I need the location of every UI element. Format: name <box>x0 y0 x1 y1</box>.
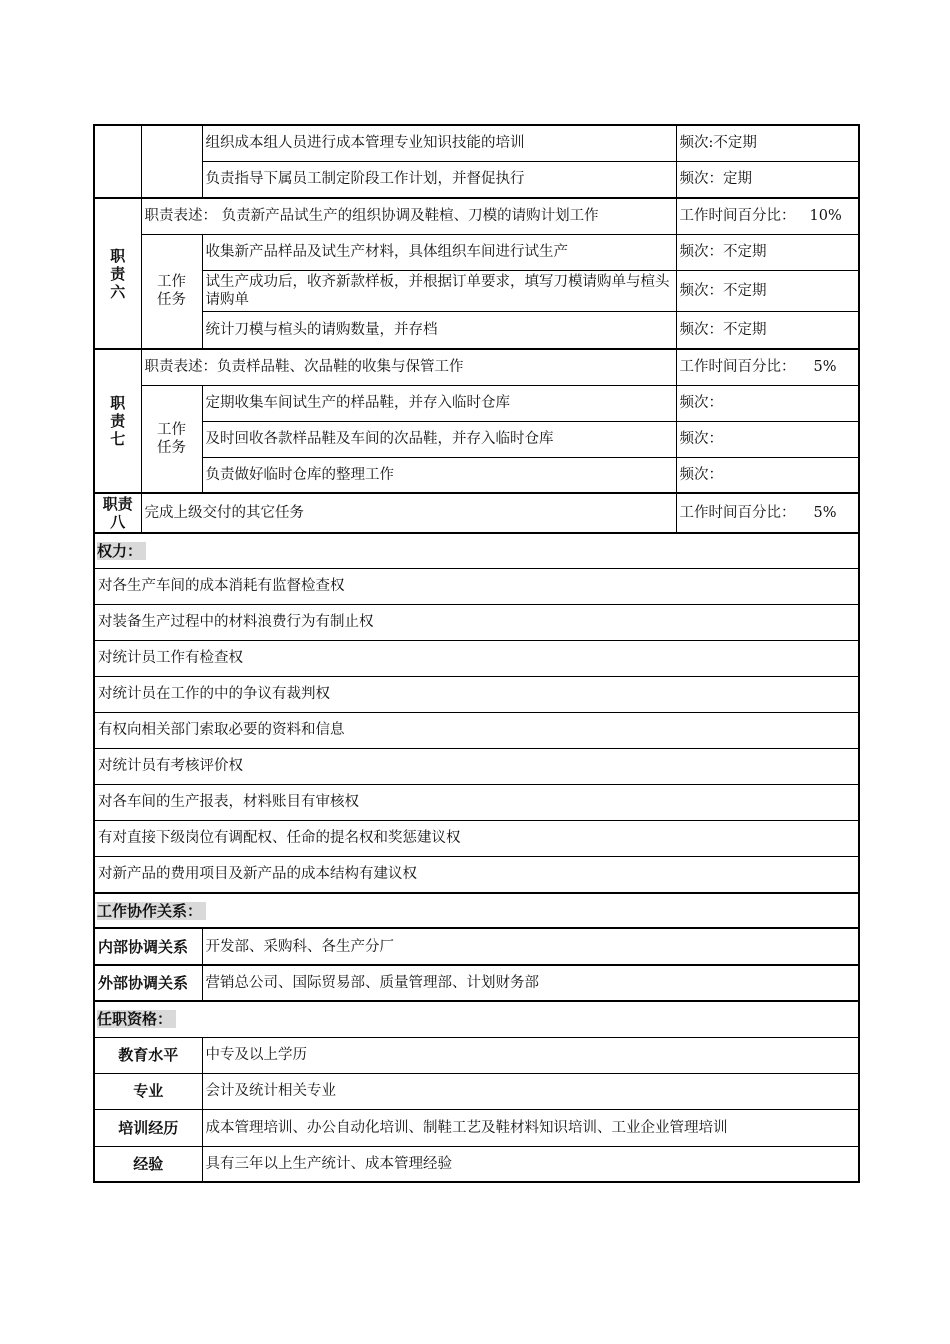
task-frequency: 频次：不定期 <box>676 311 859 349</box>
authority-item-text: 对统计员有考核评价权 <box>94 748 859 784</box>
task-frequency: 频次：不定期 <box>676 270 859 311</box>
duty8-label: 职责 八 <box>94 493 141 533</box>
authority-item <box>94 676 859 712</box>
qualification-row <box>94 1073 859 1109</box>
qualification-row <box>94 1109 859 1146</box>
authority-item <box>94 640 859 676</box>
qualification-label: 培训经历 <box>94 1109 202 1146</box>
task-text: 收集新产品样品及试生产材料，具体组织车间进行试生产 <box>202 234 676 270</box>
duty7-task-row <box>94 457 859 493</box>
task-frequency: 频次： <box>676 385 859 421</box>
authority-item <box>94 856 859 893</box>
task-text: 试生产成功后，收齐新款样板，并根据订单要求，填写刀模请购单与楦头请购单 <box>202 270 676 311</box>
task-frequency: 频次：定期 <box>676 161 859 198</box>
task-text: 负责指导下属员工制定阶段工作计划，并督促执行 <box>202 161 676 198</box>
job-description-document <box>93 124 860 1183</box>
task-frequency: 频次： <box>676 457 859 493</box>
internal-coordination-label: 内部协调关系 <box>94 928 202 965</box>
duty7-label: 职 责 七 <box>94 349 141 493</box>
internal-coordination-value: 开发部、采购科、各生产分厂 <box>202 928 859 965</box>
task-text: 负责做好临时仓库的整理工作 <box>202 457 676 493</box>
duty6-task-row <box>94 311 859 349</box>
authority-item-text: 对新产品的费用项目及新产品的成本结构有建议权 <box>94 856 859 893</box>
duty7-task-row <box>94 421 859 457</box>
duty-cont-task-row <box>94 125 859 161</box>
authority-item <box>94 604 859 640</box>
duty7-time-percentage: 工作时间百分比： 5% <box>676 349 859 385</box>
duty6-description: 职责表述： 负责新产品试生产的组织协调及鞋楦、刀模的请购计划工作 <box>141 198 676 234</box>
authority-heading: 权力： <box>94 533 859 568</box>
authority-item <box>94 820 859 856</box>
duty7-description-row <box>94 349 859 385</box>
authority-item-text: 对各生产车间的成本消耗有监督检查权 <box>94 568 859 604</box>
authority-item-text: 对装备生产过程中的材料浪费行为有制止权 <box>94 604 859 640</box>
duty7-task-label: 工作 任务 <box>141 385 202 493</box>
duty6-task-row <box>94 234 859 270</box>
duty-cont-task-label-cell <box>141 125 202 198</box>
task-frequency: 频次： <box>676 421 859 457</box>
authority-heading-row <box>94 533 859 568</box>
duty8-time-percentage: 工作时间百分比： 5% <box>676 493 859 533</box>
authority-item-text: 有对直接下级岗位有调配权、任命的提名权和奖惩建议权 <box>94 820 859 856</box>
external-coordination-value: 营销总公司、国际贸易部、质量管理部、计划财务部 <box>202 965 859 1001</box>
authority-item-text: 对统计员工作有检查权 <box>94 640 859 676</box>
authority-item <box>94 748 859 784</box>
task-text: 组织成本组人员进行成本管理专业知识技能的培训 <box>202 125 676 161</box>
internal-coordination-row <box>94 928 859 965</box>
qualification-row <box>94 1146 859 1182</box>
task-text: 及时回收各款样品鞋及车间的次品鞋，并存入临时仓库 <box>202 421 676 457</box>
duty8-row <box>94 493 859 533</box>
qualification-label: 专业 <box>94 1073 202 1109</box>
qualifications-heading-row <box>94 1001 859 1037</box>
duty6-time-percentage: 工作时间百分比： 10% <box>676 198 859 234</box>
external-coordination-row <box>94 965 859 1001</box>
qualification-value: 具有三年以上生产统计、成本管理经验 <box>202 1146 859 1182</box>
duty6-label: 职 责 六 <box>94 198 141 349</box>
duty7-task-row <box>94 385 859 421</box>
task-frequency: 频次:不定期 <box>676 125 859 161</box>
cooperation-heading-row <box>94 893 859 928</box>
authority-item-text: 对统计员在工作的中的争议有裁判权 <box>94 676 859 712</box>
qualifications-heading: 任职资格： <box>94 1001 859 1037</box>
job-description-table <box>93 124 860 1183</box>
task-text: 统计刀模与楦头的请购数量，并存档 <box>202 311 676 349</box>
qualification-value: 会计及统计相关专业 <box>202 1073 859 1109</box>
duty6-description-row <box>94 198 859 234</box>
duty7-description: 职责表述：负责样品鞋、次品鞋的收集与保管工作 <box>141 349 676 385</box>
authority-item-text: 有权向相关部门索取必要的资料和信息 <box>94 712 859 748</box>
task-text: 定期收集车间试生产的样品鞋，并存入临时仓库 <box>202 385 676 421</box>
qualification-row <box>94 1037 859 1073</box>
duty8-description: 完成上级交付的其它任务 <box>141 493 676 533</box>
authority-item <box>94 568 859 604</box>
authority-item-text: 对各车间的生产报表，材料账目有审核权 <box>94 784 859 820</box>
qualification-value: 中专及以上学历 <box>202 1037 859 1073</box>
task-frequency: 频次：不定期 <box>676 234 859 270</box>
authority-item <box>94 784 859 820</box>
duty-cont-task-row <box>94 161 859 198</box>
authority-item <box>94 712 859 748</box>
qualification-value: 成本管理培训、办公自动化培训、制鞋工艺及鞋材料知识培训、工业企业管理培训 <box>202 1109 859 1146</box>
cooperation-heading: 工作协作关系： <box>94 893 859 928</box>
external-coordination-label: 外部协调关系 <box>94 965 202 1001</box>
duty-cont-label-cell <box>94 125 141 198</box>
qualification-label: 教育水平 <box>94 1037 202 1073</box>
duty6-task-label: 工作 任务 <box>141 234 202 349</box>
duty6-task-row <box>94 270 859 311</box>
qualification-label: 经验 <box>94 1146 202 1182</box>
